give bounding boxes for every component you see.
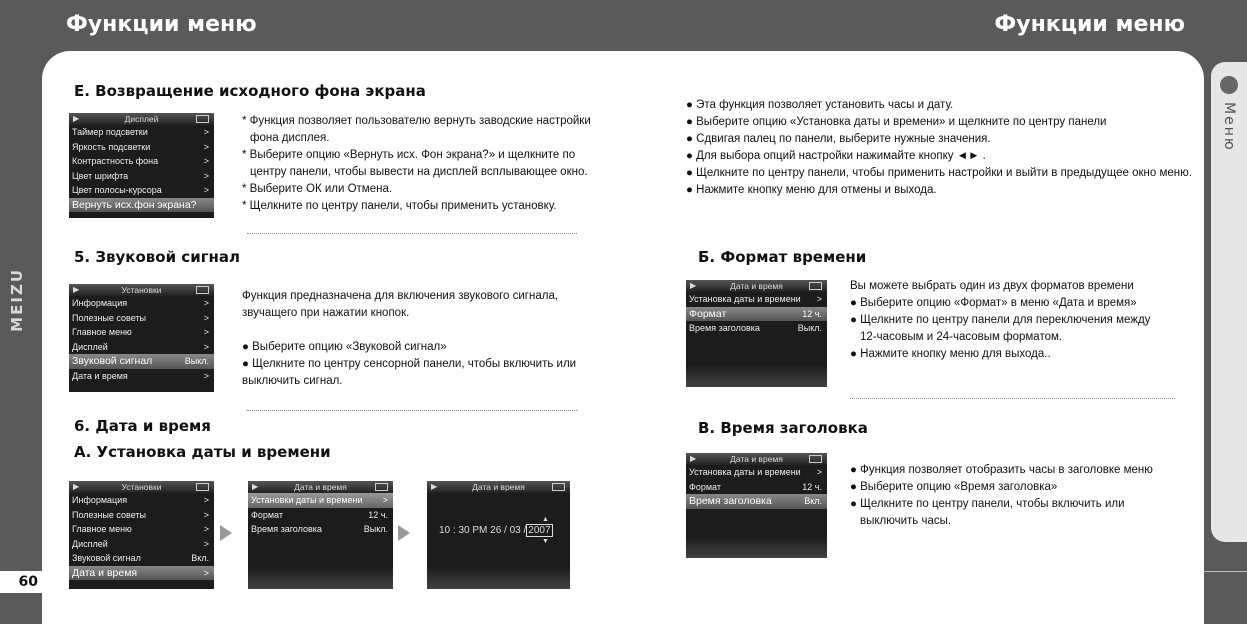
header-right-title: Функции меню (994, 12, 1185, 37)
menu-row: Полезные советы > (72, 509, 209, 520)
menu-row-selected: Дата и время > (69, 566, 214, 581)
heading-datetime: 6. Дата и время (74, 417, 211, 435)
menu-row: Время заголовка Выкл. (689, 323, 822, 333)
heading-time-format: Б. Формат времени (698, 248, 867, 266)
side-tab-label: Меню (1221, 102, 1237, 152)
datetime-bullets: ● Эта функция позволяет установить часы и дату. ● Выберите опцию «Установка даты и времени» и щелкните по центру панели ● Сдвигая палец по панели, выберите нужные значения. ● Для выбора опций настройки нажимайте кнопку ◄► . ● Щелкните по центру панели, чтобы применить настройки и выйти в предыдущее окно меню. ● Нажмите кнопку меню для отмены и выхода. (686, 99, 1192, 196)
up-arrow-icon: ▲ (542, 516, 549, 523)
down-arrow-icon: ▼ (542, 538, 549, 545)
menu-row: Информация > (72, 298, 209, 308)
menu-row: Главное меню > (72, 327, 209, 337)
menu-row: Яркость подсветки > (72, 141, 209, 152)
menu-row-selected: Формат 12 ч. (686, 307, 827, 322)
next-arrow-icon (398, 525, 410, 541)
time-format-text: Вы можете выбрать один из двух форматов времени ● Выберите опцию «Формат» в меню «Дата и время» ● Щелкните по центру панели для переключения между 12-часовым и 24-часовым форматом. ● Нажмите кнопку меню для выхода.. (850, 280, 1151, 360)
screen-settings-menu: ▶ Установки Информация > Полезные советы > Главное меню > Дисплей > Звуковой сигнал Выкл. Дата и время > (69, 284, 214, 392)
menu-row: Установка даты и времени > (689, 467, 822, 477)
beep-text: Функция предназначена для включения звукового сигнала, звучащего при нажатии кнопок. ● Выберите опцию «Звуковой сигнал» ● Щелкните по центру сенсорной панели, чтобы включить или выключить сигнал. (242, 290, 577, 387)
screen-settings-datetime: ▶ Установки Информация > Полезные советы > Главное меню > Дисплей > Звуковой сигнал Вкл. Дата и время > (69, 481, 214, 589)
manual-page (42, 51, 1204, 624)
menu-row: Формат 12 ч. (251, 509, 388, 520)
menu-row: Время заголовка Выкл. (251, 524, 388, 534)
menu-row: Дисплей > (72, 538, 209, 549)
screen-display-menu: ▶ Дисплей Таймер подсветки > Яркость подсветки > Контрастность фона > Цвет шрифта > Цвет полосы-курсора > Вернуть исх.фон экрана? (69, 113, 214, 218)
divider (247, 410, 577, 411)
subheading-set-datetime: А. Установка даты и времени (74, 443, 331, 461)
brand-logo: MEIZU (8, 268, 26, 332)
tab-dot-icon (1220, 76, 1238, 94)
e-reset-text: * Функция позволяет пользователю вернуть заводские настройки фона дисплея. * Выберите опцию «Вернуть исх. Фон экрана?» и щелкните по центру панели, чтобы вывести на дисплей всплывающее окно. * Выберите ОК или Отмена. * Щелкните по центру панели, чтобы применить установку. (242, 115, 591, 212)
menu-row: Таймер подсветки > (72, 127, 209, 137)
heading-title-time: В. Время заголовка (698, 419, 868, 437)
clock-readout: 10 : 30 PM 26 / 03 / 2007 ▲ ▼ (439, 516, 551, 545)
menu-row: Формат 12 ч. (689, 481, 822, 492)
side-tab[interactable] (1211, 62, 1247, 542)
footer-line (1204, 571, 1247, 572)
heading-beep: 5. Звуковой сигнал (74, 248, 241, 266)
menu-row: Установка даты и времени > (689, 294, 822, 304)
menu-row: Цвет полосы-курсора > (72, 185, 209, 195)
menu-row: Дисплей > (72, 341, 209, 352)
menu-row-selected: Вернуть исх.фон экрана? (69, 198, 214, 213)
screen-title-time: ▶ Дата и время Установка даты и времени > Формат 12 ч. Время заголовка Вкл. (686, 453, 827, 558)
menu-row: Главное меню > (72, 524, 209, 534)
menu-row: Полезные советы > (72, 312, 209, 323)
menu-row: Цвет шрифта > (72, 170, 209, 181)
menu-row-selected: Время заголовка Вкл. (686, 494, 827, 509)
divider (850, 398, 1175, 399)
menu-row-selected: Звуковой сигнал Выкл. (69, 354, 214, 369)
screen-datetime-menu: ▶ Дата и время Установки даты и времени > Формат 12 ч. Время заголовка Выкл. (248, 481, 393, 589)
page-number: 60 (0, 571, 42, 593)
menu-row: Дата и время > (72, 370, 209, 381)
divider (247, 233, 577, 234)
heading-e-reset: Е. Возвращение исходного фона экрана (74, 82, 426, 100)
next-arrow-icon (220, 525, 232, 541)
menu-row: Информация > (72, 495, 209, 505)
menu-row-selected: Установки даты и времени > (248, 493, 393, 508)
menu-row: Звуковой сигнал Вкл. (72, 553, 209, 563)
screen-time-format: ▶ Дата и время Установка даты и времени > Формат 12 ч. Время заголовка Выкл. (686, 280, 827, 387)
header-left-title: Функции меню (66, 12, 257, 37)
screen-clock-setup: ▶ Дата и время 10 : 30 PM 26 / 03 / 2007 ▲ ▼ (427, 481, 570, 589)
title-time-text: ● Функция позволяет отобразить часы в заголовке меню ● Выберите опцию «Время заголовка» ● Щелкните по центру панели, чтобы включить или выключить часы. (850, 464, 1153, 527)
menu-row: Контрастность фона > (72, 156, 209, 166)
